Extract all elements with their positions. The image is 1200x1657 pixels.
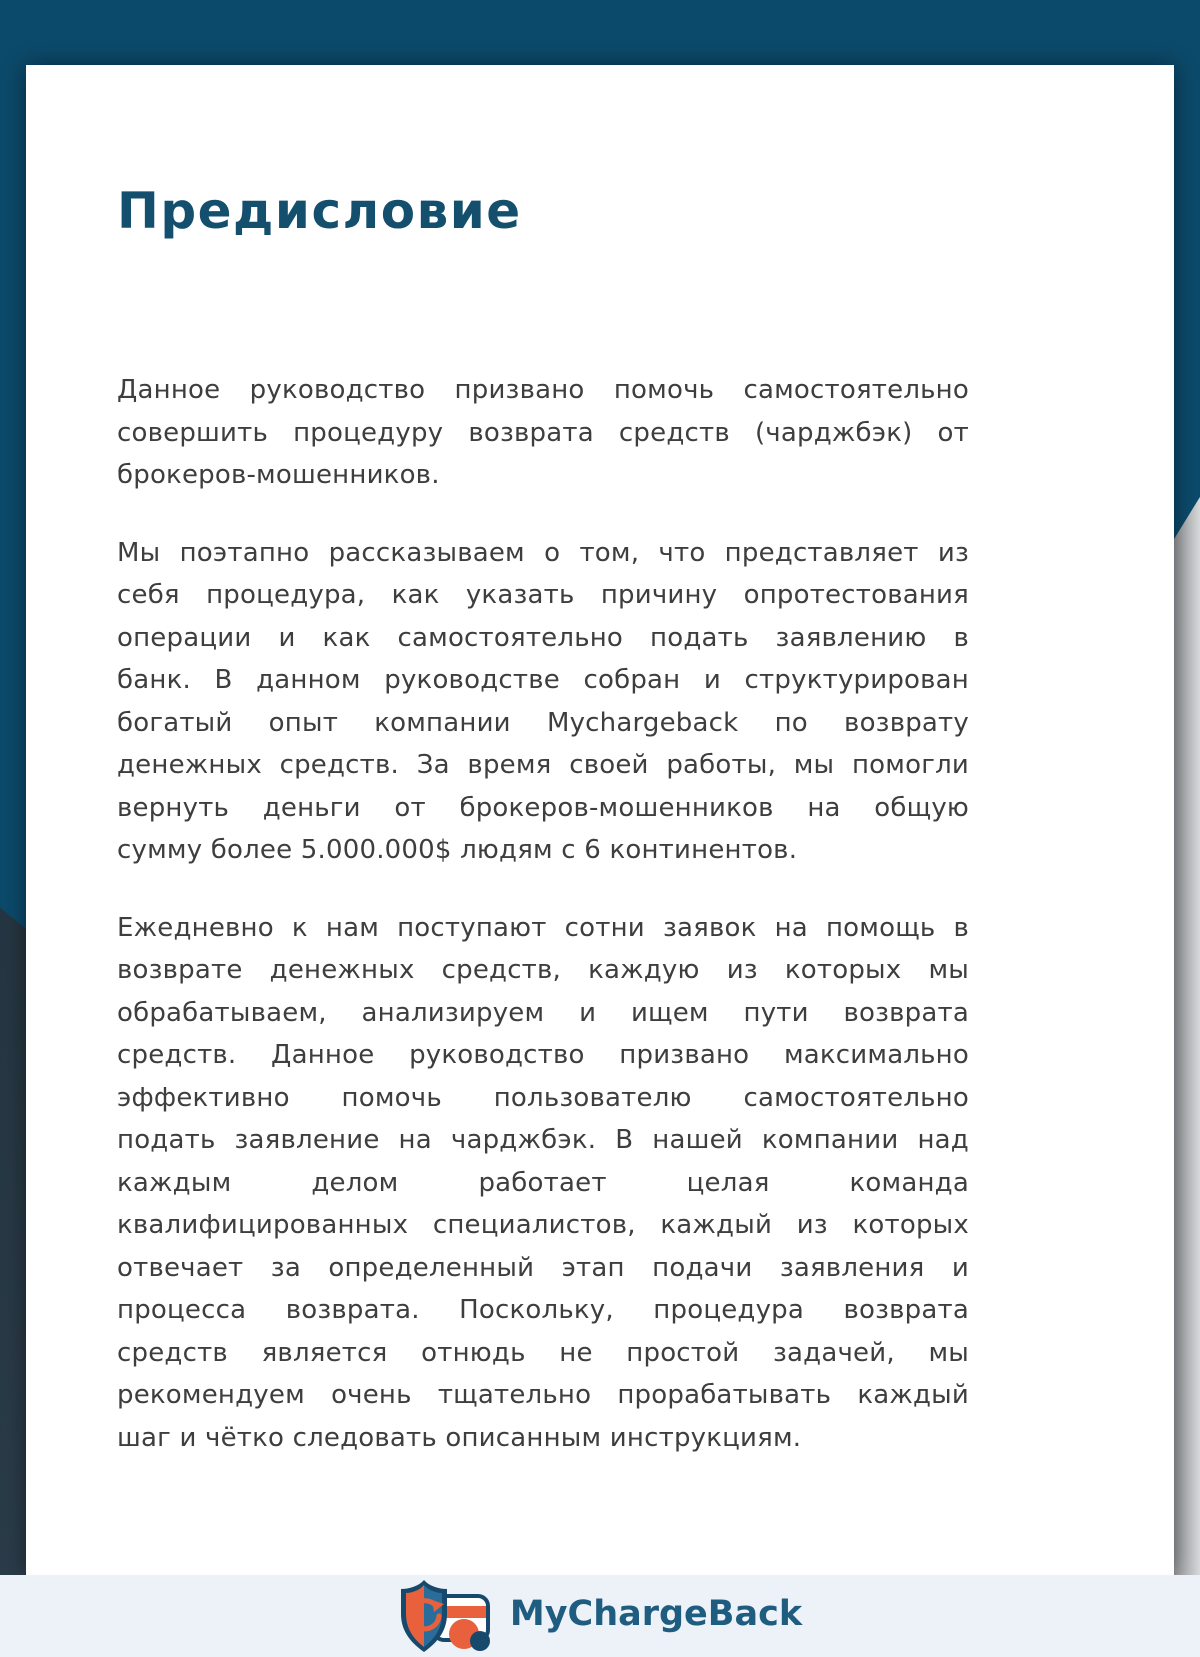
text-line: Мы поэтапно рассказываем о том, что представляет из <box>117 537 969 568</box>
text-line: возврате денежных средств, каждую из которых мы <box>117 955 969 985</box>
text-line: рекомендуем очень тщательно прорабатывать каждый <box>117 1380 969 1410</box>
text-line: средств. Данное руководство призвано максимально <box>117 1040 969 1070</box>
text-line: эффективно помочь пользователю самостоятельно <box>117 1082 969 1113</box>
left-frame-band <box>0 65 26 1575</box>
text-line: совершить процедуру возврата средств (чарджбэк) от <box>117 417 969 448</box>
text-line: банк. В данном руководстве собран и структурирован <box>117 665 969 695</box>
page-title: Предисловие <box>117 182 522 240</box>
document-page <box>26 65 1174 1575</box>
left-frame-band-blue-cap <box>0 65 26 1575</box>
brand-logo <box>398 1578 498 1654</box>
paragraph <box>117 532 969 872</box>
text-line: денежных средств. За время своей работы, мы помогли <box>117 750 969 780</box>
text-line: каждым делом работает целая команда <box>117 1167 969 1198</box>
text-line: средств является отнюдь не простой задачей, мы <box>117 1337 969 1368</box>
text-line: обрабатываем, анализируем и ищем пути возврата <box>117 997 969 1028</box>
text-line: процесса возврата. Поскольку, процедура возврата <box>117 1295 969 1325</box>
text-line: квалифицированных специалистов, каждый из которых <box>117 1210 969 1240</box>
footer-bar <box>0 1575 1200 1657</box>
text-line: себя процедура, как указать причину опротестования <box>117 580 969 610</box>
text-line: отвечает за определенный этап подачи заявления и <box>117 1252 969 1283</box>
text-line: вернуть деньги от брокеров-мошенников на общую <box>117 792 969 823</box>
paragraph <box>117 369 969 497</box>
text-line: подать заявление на чарджбэк. В нашей компании над <box>117 1125 969 1155</box>
paragraph <box>117 907 969 1460</box>
text-line: операции и как самостоятельно подать заявлению в <box>117 622 969 653</box>
text-line: брокеров-мошенников. <box>117 460 440 490</box>
text-line: шаг и чётко следовать описанным инструкциям. <box>117 1422 802 1453</box>
right-frame-band-blue-cap <box>1174 65 1200 1575</box>
text-line: Данное руководство призвано помочь самостоятельно <box>117 375 969 405</box>
text-line: богатый опыт компании Mychargeback по возврату <box>117 707 969 738</box>
dark-circle <box>470 1631 490 1651</box>
brand-wordmark: MyChargeBack <box>509 1593 803 1634</box>
body-text <box>117 369 969 1459</box>
text-line: Ежедневно к нам поступают сотни заявок на помощь в <box>117 912 969 943</box>
shield-chargeback-icon <box>398 1578 498 1654</box>
text-line: сумму более 5.000.000$ людям с 6 континентов. <box>117 835 798 865</box>
right-frame-band <box>1174 65 1200 1575</box>
